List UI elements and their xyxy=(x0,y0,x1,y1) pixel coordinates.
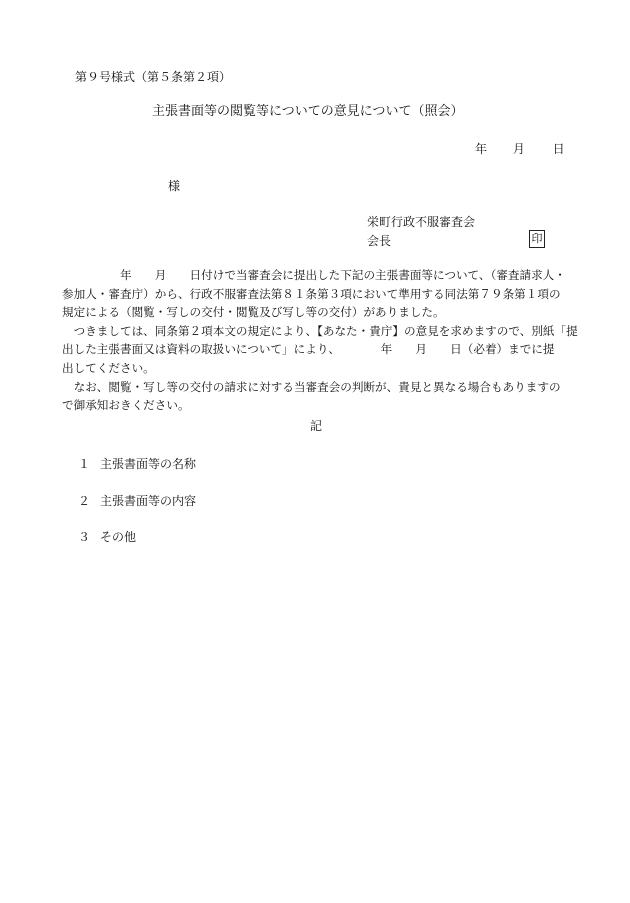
ki-heading: 記 xyxy=(310,419,323,433)
list-item xyxy=(78,528,136,545)
list-item xyxy=(78,492,196,509)
list-item-number: １ xyxy=(78,457,91,471)
body-line: つきましては、同条第２項本文の規定により、【あなた・貴庁】の意見を求めますので、別紙「提 xyxy=(62,323,578,338)
body-text xyxy=(62,266,578,415)
body-line: で御承知おきください。 xyxy=(62,398,190,413)
document-title: 主張書面等の閲覧等についての意見について（照会） xyxy=(152,104,464,119)
list-item-label: その他 xyxy=(100,530,137,544)
body-line: なお、閲覧・写し等の交付の請求に対する当審査会の判断が、貴見と異なる場合もありますの xyxy=(62,379,561,394)
sender-position: 会長 xyxy=(367,234,392,248)
sender-org: 栄町行政不服審査会 xyxy=(367,215,476,229)
date-month-label: 月 xyxy=(512,142,525,156)
list-item-number: ３ xyxy=(78,530,91,544)
body-line: 年 月 日付けで当審査会に提出した下記の主張書面等について、（審査請求人・ xyxy=(62,268,566,282)
list-item xyxy=(78,455,196,472)
form-number: 第９号様式（第５条第２項） xyxy=(75,70,232,84)
addressee-suffix: 様 xyxy=(168,179,181,193)
body-line: 参加人・審査庁）から、行政不服審査法第８１条第３項において準用する同法第７９条第１項の xyxy=(62,286,561,301)
body-line: 出してください。 xyxy=(62,360,155,375)
list-item-number: ２ xyxy=(78,494,91,508)
date-year-label: 年 xyxy=(475,142,488,156)
seal-stamp: 印 xyxy=(529,230,545,248)
date-day-label: 日 xyxy=(552,142,565,156)
list-item-label: 主張書面等の名称 xyxy=(100,457,197,471)
body-line: 規定による（閲覧・写しの交付・閲覧及び写し等の交付）がありました。 xyxy=(62,305,445,320)
date-line xyxy=(475,140,565,157)
body-line: 出した主張書面又は資料の取扱いについて」により、 年 月 日（必着）までに提 xyxy=(62,342,555,357)
list-item-label: 主張書面等の内容 xyxy=(100,494,197,508)
